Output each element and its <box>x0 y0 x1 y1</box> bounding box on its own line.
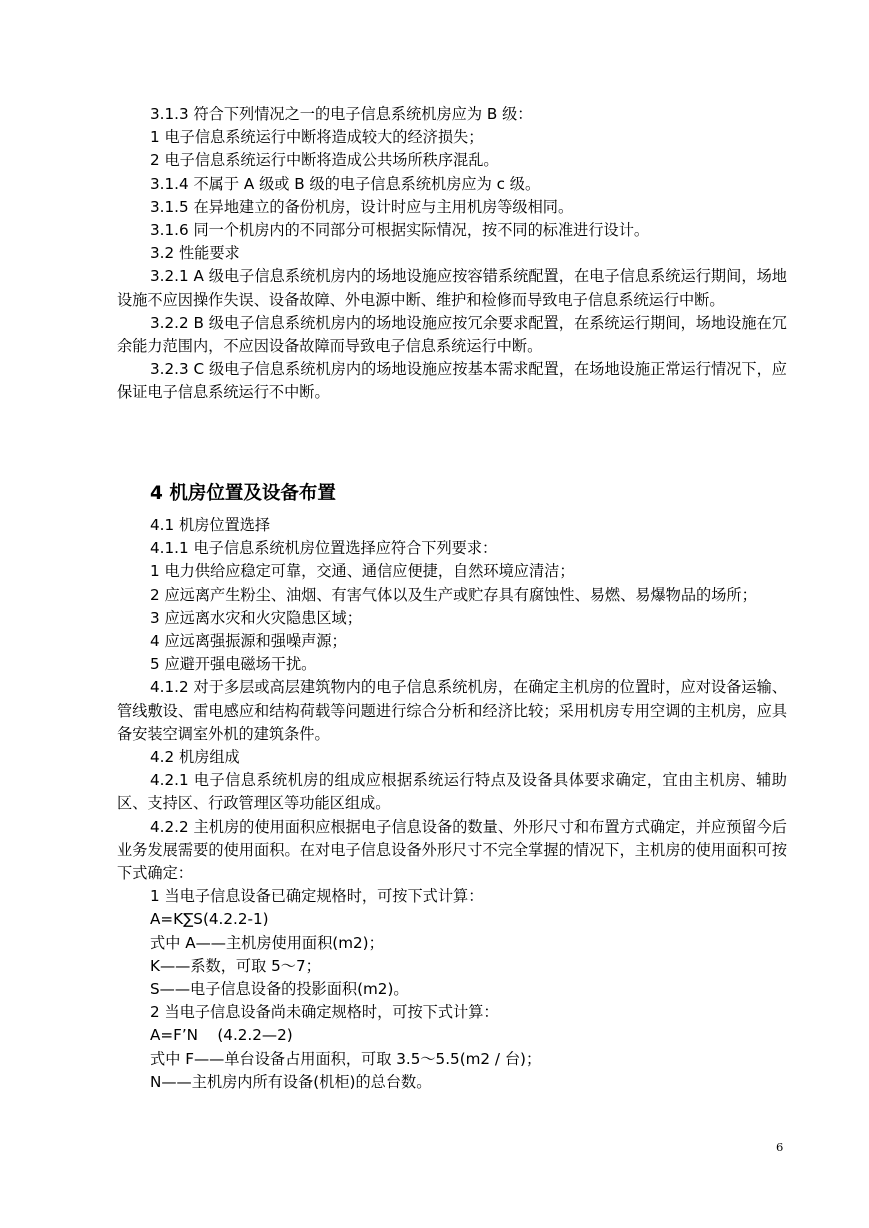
paragraph: 2 电子信息系统运行中断将造成公共场所秩序混乱。 <box>150 151 499 170</box>
formula-note: K——系数，可取 5～7； <box>150 956 321 975</box>
paragraph: 3.2.3 C 级电子信息系统机房内的场地设施应按基本需求配置，在场地设施正常运行情况下，应保证电子信息系统运行不中断。 <box>117 360 787 402</box>
formula-note: N——主机房内所有设备(机柜)的总台数。 <box>150 1072 432 1091</box>
paragraph: 3.1.5 在异地建立的备份机房，设计时应与主用机房等级相同。 <box>150 197 574 216</box>
paragraph: 3.2.2 B 级电子信息系统机房内的场地设施应按冗余要求配置，在系统运行期间，场地设施在冗余能力范围内，不应因设备故障而导致电子信息系统运行中断。 <box>117 313 787 356</box>
formula-note: S——电子信息设备的投影面积(m2)。 <box>150 980 409 999</box>
section-4-text <box>117 514 787 1094</box>
paragraph: 3.2.1 A 级电子信息系统机房内的场地设施应按容错系统配置，在电子信息系统运行期间，场地设施不应因操作失误、设备故障、外电源中断、维护和检修而导致电子信息系统运行中断。 <box>117 267 787 309</box>
paragraph: 3.1.4 不属于 A 级或 B 级的电子信息系统机房应为 c 级。 <box>150 174 541 193</box>
paragraph: 4.2.1 电子信息系统机房的组成应根据系统运行特点及设备具体要求确定，宜由主机房、辅助区、支持区、行政管理区等功能区组成。 <box>117 771 787 813</box>
subsection-title: 4.1 机房位置选择 <box>150 516 271 534</box>
subsection-title: 4.2 机房组成 <box>150 748 240 767</box>
paragraph: 4.1.1 电子信息系统机房位置选择应符合下列要求： <box>150 539 498 558</box>
paragraph: 3.1.3 符合下列情况之一的电子信息系统机房应为 B 级： <box>150 105 533 123</box>
formula-note: 式中 A——主机房使用面积(m2)； <box>150 933 384 952</box>
list-item: 1 当电子信息设备已确定规格时，可按下式计算： <box>150 887 484 906</box>
section-heading: 4 机房位置及设备布置 <box>150 483 336 504</box>
formula: A=K∑S(4.2.2-1) <box>150 910 269 929</box>
formula: A=F’N (4.2.2—2) <box>150 1026 293 1045</box>
list-item: 2 当电子信息设备尚未确定规格时，可按下式计算： <box>150 1003 499 1022</box>
list-item: 3 应远离水灾和火灾隐患区域； <box>150 608 362 627</box>
section-3-text <box>117 103 787 405</box>
paragraph: 3.1.6 同一个机房内的不同部分可根据实际情况，按不同的标准进行设计。 <box>150 221 650 240</box>
list-item: 1 电力供给应稳定可靠，交通、通信应便捷，自然环境应清洁； <box>150 562 575 581</box>
paragraph: 4.2.2 主机房的使用面积应根据电子信息设备的数量、外形尺寸和布置方式确定，并应预留今后业务发展需要的使用面积。在对电子信息设备外形尺寸不完全掌握的情况下，主机房的使用面积可按下式确定： <box>117 817 787 883</box>
paragraph: 4.1.2 对于多层或高层建筑物内的电子信息系统机房，在确定主机房的位置时，应对设备运输、管线敷设、雷电感应和结构荷载等问题进行综合分析和经济比较；采用机房专用空调的主机房，应具备安装空调室外机的建筑条件。 <box>117 678 787 743</box>
list-item: 2 应远离产生粉尘、油烟、有害气体以及生产或贮存具有腐蚀性、易燃、易爆物品的场所； <box>150 585 757 604</box>
subsection-title: 3.2 性能要求 <box>150 244 240 263</box>
formula-note: 式中 F——单台设备占用面积，可取 3.5～5.5(m2 / 台)； <box>150 1049 542 1068</box>
list-item: 5 应避开强电磁场干扰。 <box>150 655 317 674</box>
page-number: 6 <box>776 1140 784 1154</box>
list-item: 4 应远离强振源和强噪声源； <box>150 632 347 651</box>
paragraph: 1 电子信息系统运行中断将造成较大的经济损失； <box>150 128 484 147</box>
